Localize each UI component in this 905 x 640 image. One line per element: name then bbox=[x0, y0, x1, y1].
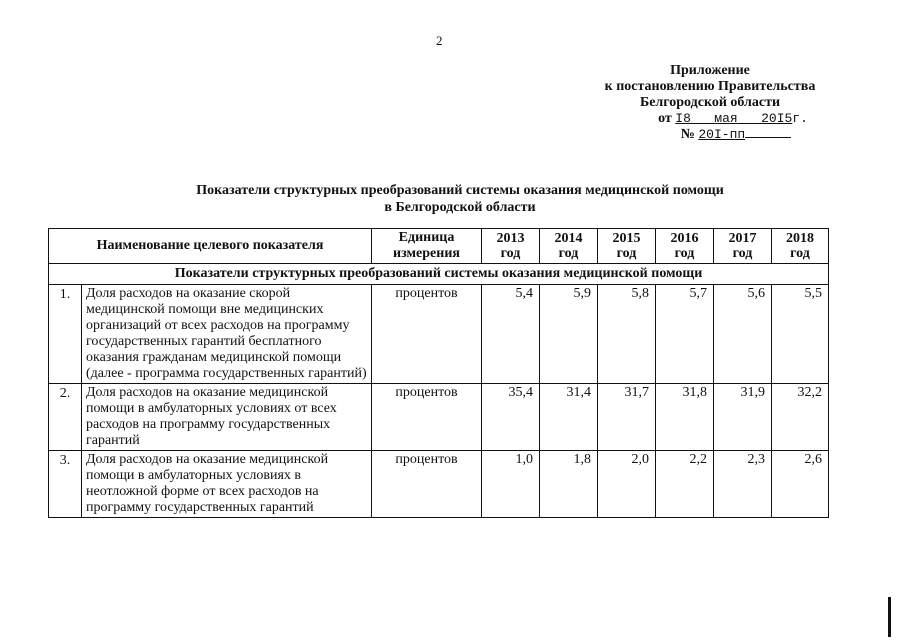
year-label: 2014 bbox=[554, 231, 583, 246]
year-word: год bbox=[500, 246, 521, 261]
header-unit bbox=[372, 229, 482, 264]
appendix-number-line bbox=[637, 127, 835, 143]
year-word: год bbox=[558, 246, 579, 261]
date-year: 20I5 bbox=[761, 111, 793, 126]
year-word: год bbox=[616, 246, 637, 261]
value-2015: 2,0 bbox=[598, 451, 656, 518]
appendix-title: Приложение bbox=[670, 63, 750, 78]
header-year-2014 bbox=[540, 229, 598, 264]
value-2016: 31,8 bbox=[656, 384, 714, 451]
page-number: 2 bbox=[436, 33, 443, 48]
value-2013: 1,0 bbox=[482, 451, 540, 518]
value-2013: 35,4 bbox=[482, 384, 540, 451]
appendix-resolution-line: к постановлению Правительства bbox=[604, 79, 816, 94]
title-line-1: Показатели структурных преобразований системы оказания медицинской помощи bbox=[196, 183, 724, 198]
section-title: Показатели структурных преобразований системы оказания медицинской помощи bbox=[49, 264, 829, 285]
year-word: год bbox=[790, 246, 810, 261]
header-indicator-name: Наименование целевого показателя bbox=[49, 229, 372, 264]
appendix-block bbox=[585, 63, 835, 143]
scan-edge-mark bbox=[888, 597, 891, 637]
table-header-row bbox=[49, 229, 829, 264]
value-2017: 31,9 bbox=[714, 384, 772, 451]
table-row bbox=[49, 384, 829, 451]
header-year-2015 bbox=[598, 229, 656, 264]
appendix-region-line: Белгородской области bbox=[639, 95, 781, 110]
year-label: 2017 bbox=[728, 231, 757, 246]
table-row bbox=[49, 451, 829, 518]
header-year-2013 bbox=[482, 229, 540, 264]
number-underline bbox=[745, 127, 791, 138]
section-row bbox=[49, 264, 829, 285]
year-label: 2015 bbox=[612, 231, 641, 246]
row-unit: процентов bbox=[372, 451, 482, 518]
title-line-2: в Белгородской области bbox=[384, 200, 536, 215]
value-2014: 31,4 bbox=[540, 384, 598, 451]
value-2015: 31,7 bbox=[598, 384, 656, 451]
header-year-2017 bbox=[714, 229, 772, 264]
date-suffix: г. bbox=[792, 111, 808, 126]
number-prefix: № bbox=[680, 127, 695, 142]
row-unit: процентов bbox=[372, 285, 482, 384]
number-value: 20I-пп bbox=[698, 127, 746, 142]
value-2016: 5,7 bbox=[656, 285, 714, 384]
row-indicator-name: Доля расходов на оказание медицинской помощи в амбулаторных условиях от всех расходов на программу государственных гарантий bbox=[82, 384, 372, 451]
year-label: 2013 bbox=[496, 231, 525, 246]
year-label: 2016 bbox=[670, 231, 699, 246]
indicators-table bbox=[48, 228, 829, 518]
date-month: мая bbox=[714, 111, 738, 126]
value-2018: 5,5 bbox=[772, 285, 829, 384]
value-2014: 1,8 bbox=[540, 451, 598, 518]
row-number: 2. bbox=[49, 384, 82, 451]
row-number: 1. bbox=[49, 285, 82, 384]
header-year-2016 bbox=[656, 229, 714, 264]
year-word: год bbox=[674, 246, 695, 261]
header-unit-line-1: Единица bbox=[398, 230, 455, 245]
value-2015: 5,8 bbox=[598, 285, 656, 384]
date-day: I8 bbox=[675, 111, 691, 126]
header-year-2018 bbox=[772, 229, 829, 264]
value-2017: 5,6 bbox=[714, 285, 772, 384]
value-2018: 2,6 bbox=[772, 451, 829, 518]
year-label: 2018 bbox=[786, 231, 815, 246]
value-2013: 5,4 bbox=[482, 285, 540, 384]
appendix-date-line bbox=[631, 111, 835, 127]
document-title bbox=[60, 182, 860, 216]
table-row bbox=[49, 285, 829, 384]
value-2018: 32,2 bbox=[772, 384, 829, 451]
year-word: год bbox=[732, 246, 753, 261]
header-unit-line-2: измерения bbox=[393, 246, 460, 261]
row-indicator-name: Доля расходов на оказание скорой медицинской помощи вне медицинских организаций от всех расходов на программу государственных гарантий бесплатного оказания гражданам медицинской помощи (далее - программа государственных гарантий) bbox=[82, 285, 372, 384]
row-number: 3. bbox=[49, 451, 82, 518]
value-2014: 5,9 bbox=[540, 285, 598, 384]
value-2017: 2,3 bbox=[714, 451, 772, 518]
row-indicator-name: Доля расходов на оказание медицинской помощи в амбулаторных условиях в неотложной форме от всех расходов на программу государственных гарантий bbox=[82, 451, 372, 518]
row-unit: процентов bbox=[372, 384, 482, 451]
value-2016: 2,2 bbox=[656, 451, 714, 518]
date-prefix: от bbox=[658, 111, 672, 126]
